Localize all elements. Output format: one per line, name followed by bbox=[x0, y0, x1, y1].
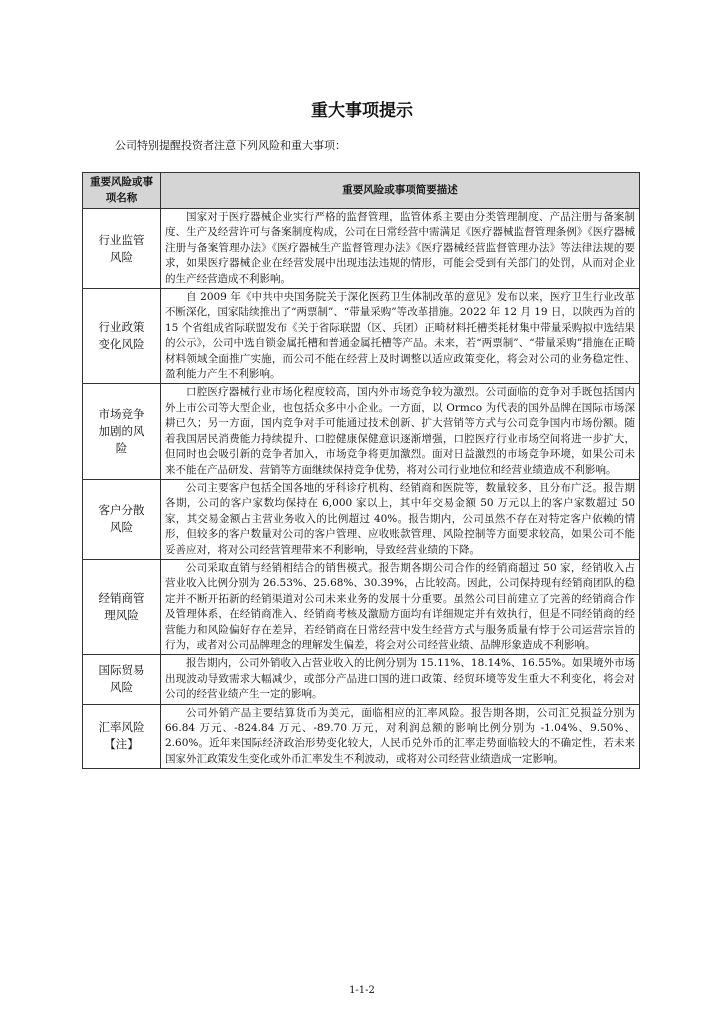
header-risk-name: 重要风险或事项名称 bbox=[83, 173, 161, 209]
intro-text: 公司特别提醒投资者注意下列风险和重大事项： bbox=[115, 139, 346, 152]
risk-name: 客户分散风险 bbox=[83, 479, 161, 559]
risk-table bbox=[82, 172, 640, 769]
risk-description bbox=[161, 559, 640, 654]
risk-description-text: 自 2009 年《中共中央国务院关于深化医药卫生体制改革的意见》发布以来，医疗卫生行业改革不断深化，国家陆续推出了“两票制”、“带量采购”等改革措施。2022 年 12 月 19 日，以陕西为首的 15 个省组成省际联盟发布《关于省际联盟（区、兵团）正畸材料托槽类耗材集中带量采购拟中选结果的公示》，公司中选自锁金属托槽和普通金属托槽等产品。未来，若“两票制”、“带量采购”措施在正畸材料领域全面推广实施，而公司不能在经营上及时调整以适应政策变化，将会对公司的业务稳定性、盈利能力产生不利影响。 bbox=[165, 291, 635, 381]
risk-description-text: 口腔医疗器械行业市场化程度较高，国内外市场竞争较为激烈。公司面临的竞争对手既包括国内外上市公司等大型企业，也包括众多中小企业。一方面，以 Ormco 为代表的国外品牌在国际市场深耕已久；另一方面，国内竞争对手可能通过技术创新、扩大营销等方式与公司竞争国内市场份额。随着我国居民消费能力持续提升、口腔健康保健意识逐渐增强，口腔医疗行业市场空间将进一步扩大，但同时也会吸引新的竞争者加入，市场竞争将更加激烈。面对日益激烈的市场竞争环境，如果公司未来不能在产品研发、营销等方面继续保持竞争优势，将对公司行业地位和经营业绩造成不利影响。 bbox=[165, 386, 635, 476]
risk-description bbox=[161, 704, 640, 769]
risk-name: 市场竞争加剧的风险 bbox=[83, 384, 161, 479]
risk-description bbox=[161, 479, 640, 559]
risk-description-text: 公司外销产品主要结算货币为美元，面临相应的汇率风险。报告期各期，公司汇兑损益分别为 66.84 万元、-824.84 万元、-89.70 万元，对利润总额的影响比例分别为 -1.04%、9.50%、2.60%。近年来国际经济政治形势变化较大，人民币兑外币的汇率走势面临较大的不确定性，若未来国家外汇政策发生变化或外币汇率发生不利波动，或将对公司经营业绩造成一定影响。 bbox=[165, 706, 635, 765]
table-row bbox=[83, 209, 640, 289]
risk-name: 汇率风险【注】 bbox=[83, 704, 161, 769]
risk-name: 经销商管理风险 bbox=[83, 559, 161, 654]
header-risk-description: 重要风险或事项简要描述 bbox=[161, 173, 640, 209]
risk-description-text: 国家对于医疗器械企业实行严格的监督管理，监管体系主要由分类管理制度、产品注册与备案制度、生产及经营许可与备案制度构成，公司在日常经营中需满足《医疗器械监督管理条例》《医疗器械注册与备案管理办法》《医疗器械生产监督管理办法》《医疗器械经营监督管理办法》等法律法规的要求，如果医疗器械企业在经营发展中出现违法违规的情形，可能会受到有关部门的处罚，从而对企业的生产经营造成不利影响。 bbox=[165, 211, 635, 285]
risk-description-text: 公司主要客户包括全国各地的牙科诊疗机构、经销商和医院等，数量较多，且分布广泛。报告期各期，公司的客户家数均保持在 6,000 家以上，其中年交易金额 50 万元以上的客户家数超过 50 家，其交易金额占主营业务收入的比例超过 40%。报告期内，公司虽然不存在对特定客户依赖的情形，但较多的客户数量对公司的客户管理、应收账款管理、风险控制等方面要求较高，如果公司不能妥善应对，将对公司经营管理带来不利影响，导致经营业绩的下降。 bbox=[165, 481, 635, 556]
page-number: 1-1-2 bbox=[349, 985, 375, 996]
table-row bbox=[83, 559, 640, 654]
table-row bbox=[83, 704, 640, 769]
risk-name: 行业政策变化风险 bbox=[83, 289, 161, 384]
table-row bbox=[83, 655, 640, 704]
table-row bbox=[83, 384, 640, 479]
risk-description-text: 公司采取直销与经销相结合的销售模式。报告期各期公司合作的经销商超过 50 家，经销收入占营业收入比例分别为 26.53%、25.68%、30.39%，占比较高。因此，公司保持现有经销商团队的稳定并不断开拓新的经销渠道对公司未来业务的发展十分重要。虽然公司目前建立了完善的经销商合作及管理体系，在经销商准入、经销商考核及激励方面均有详细规定并有效执行，但是不同经销商的经营能力和风险偏好存在差异，若经销商在日常经营中发生经营方式与服务质量有悖于公司运营宗旨的行为，或者对公司品牌理念的理解发生偏差，将会对公司经营业绩、品牌形象造成不利影响。 bbox=[165, 561, 635, 651]
risk-description-text: 报告期内，公司外销收入占营业收入的比例分别为 15.11%、18.14%、16.55%。如果境外市场出现波动导致需求大幅减少，或部分产品进口国的进口政策、经贸环境等发生重大不利变化，将会对公司的经营业绩产生一定的影响。 bbox=[165, 657, 635, 701]
risk-description bbox=[161, 289, 640, 384]
risk-description bbox=[161, 384, 640, 479]
risk-description bbox=[161, 209, 640, 289]
risk-name: 行业监管风险 bbox=[83, 209, 161, 289]
table-row bbox=[83, 289, 640, 384]
risk-description bbox=[161, 655, 640, 704]
table-header-row bbox=[83, 173, 640, 209]
table-row bbox=[83, 479, 640, 559]
risk-name: 国际贸易风险 bbox=[83, 655, 161, 704]
page-title: 重大事项提示 bbox=[311, 101, 413, 121]
